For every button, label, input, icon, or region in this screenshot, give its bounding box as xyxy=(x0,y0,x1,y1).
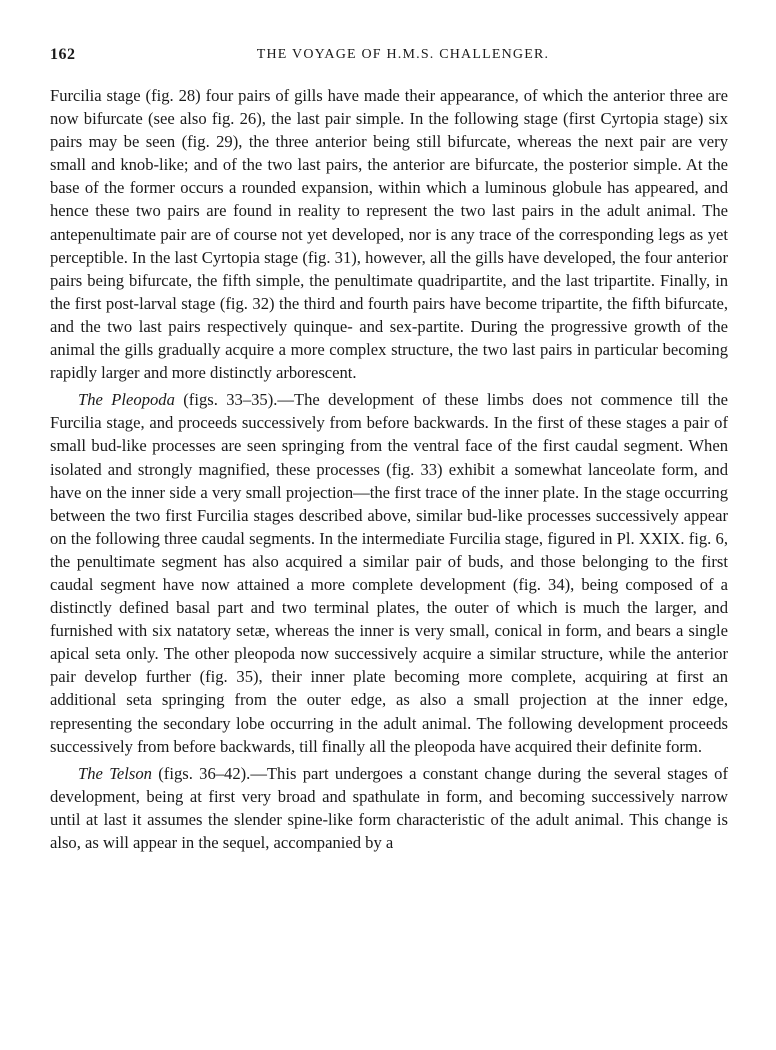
paragraph-text: (figs. 36–42).—This part undergoes a constant change during the several stages of development, being at first very broad and spathulate in form, and becoming successively narrow until at last it assumes the slender spine-like form characteristic of the adult animal. This change is also, as will appear in the sequel, accompanied by a xyxy=(50,763,728,852)
page-body xyxy=(50,84,728,854)
section-heading-pleopoda: The Pleopoda xyxy=(78,390,175,410)
paragraph-gills-continued xyxy=(50,84,728,384)
running-title: THE VOYAGE OF H.M.S. CHALLENGER. xyxy=(256,47,550,62)
section-heading-telson: The Telson xyxy=(78,763,152,783)
paragraph-pleopoda xyxy=(50,388,728,758)
paragraph-text: Furcilia stage (fig. 28) four pairs of gills have made their appearance, of which the anterior three are now bifurcate (see also fig. 26), the last pair simple. In the following stage (first Cyrtopia stage) six pairs may be seen (fig. 29), the three anterior being still bifurcate, whereas the next pair are very small and knob-like; and of the two last pairs, the anterior are bifurcate, the posterior simple. At the base of the former occurs a rounded expansion, within which a luminous globule has appeared, and hence these two pairs are found in reality to represent the two last pairs in the adult animal. The antepenultimate pair are of course not yet developed, nor is any trace of the corresponding legs as yet perceptible. In the last Cyrtopia stage (fig. 31), however, all the gills have developed, the four anterior pairs being bifurcate, the fifth simple, the penultimate quadripartite, and the last tripartite. Finally, in the first post-larval stage (fig. 32) the third and fourth pairs have become tripartite, the fifth bifurcate, and the two last pairs respectively quinque- and sex-partite. During the progressive growth of the animal the gills gradually acquire a more complex structure, the two last pairs in particular becoming rapidly larger and more distinctly arborescent. xyxy=(50,86,728,383)
page-header xyxy=(50,46,726,70)
page-number: 162 xyxy=(50,46,76,63)
paragraph-telson xyxy=(50,762,728,854)
paragraph-text: (figs. 33–35).—The development of these limbs does not commence till the Furcilia stage, and proceeds successively from before backwards. In the first of these stages a pair of small bud-like processes are seen springing from the ventral face of the first caudal segment. When isolated and strongly magnified, these processes (fig. 33) exhibit a somewhat lanceolate form, and have on the inner side a very small projection—the first trace of the inner plate. In the stage occurring between the two first Furcilia stages described above, similar bud-like processes successively appear on the following three caudal segments. In the intermediate Furcilia stage, figured in Pl. XXIX. fig. 6, the penultimate segment has also acquired a similar pair of buds, and those belonging to the first caudal segment have now attained a more complete development (fig. 34), being composed of a distinctly defined basal part and two terminal plates, the outer of which is much the larger, and furnished with six natatory setæ, whereas the inner is very small, conical in form, and bears a single apical seta only. The other pleopoda now successively acquire a similar structure, while the anterior pair develop further (fig. 35), their inner plate becoming more complete, acquiring at first an additional seta springing from the outer edge, as also a small projection at the inner edge, representing the secondary lobe occurring in the adult animal. The following development proceeds successively from before backwards, till finally all the pleopoda have acquired their definite form. xyxy=(50,390,728,756)
